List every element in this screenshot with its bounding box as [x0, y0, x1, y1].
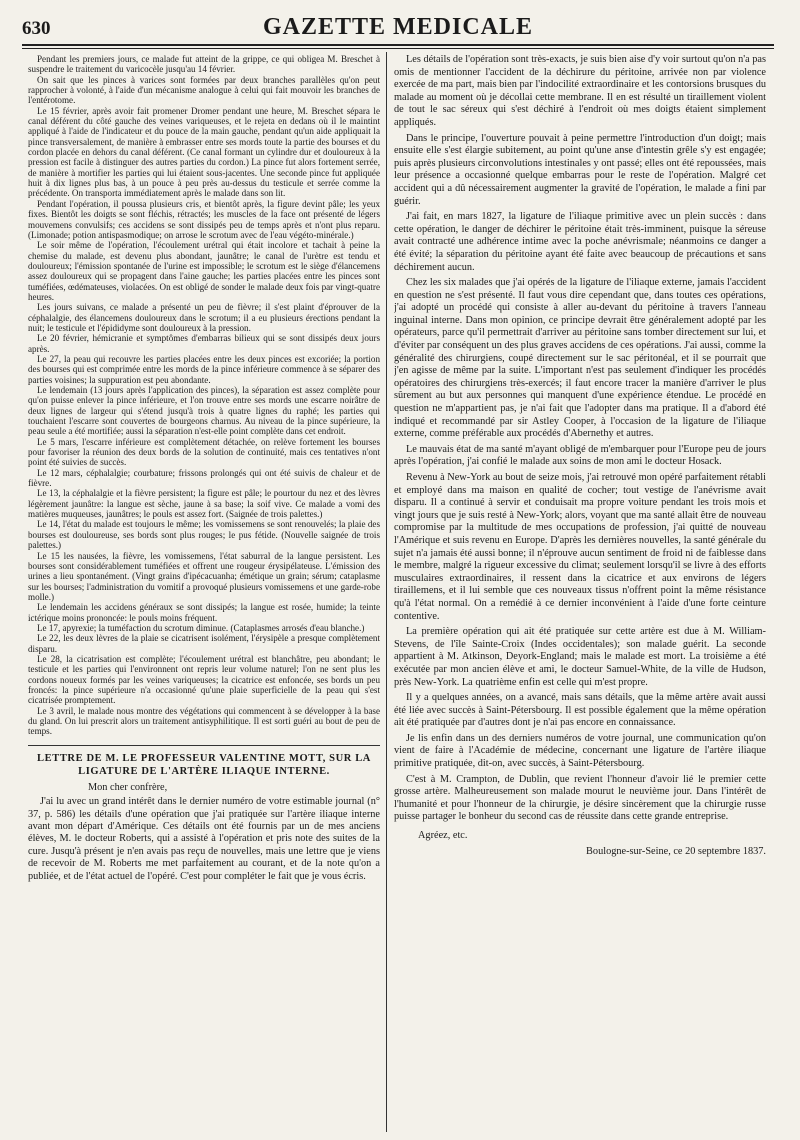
letter-greeting: Mon cher confrère, — [88, 781, 168, 793]
letter-paragraph: Revenu à New-York au bout de seize mois, j'ai retrouvé mon opéré parfaitement rétabli et employé dans ma maison en qualité de cocher; tout vestige de l'anévrisme avait disparu. Il a continué à servir et conduisait ma propre voiture pendant les trois mois et vingt jours que je suis resté à New-York; alors, voyant que ma santé allait être de nouveau compromise par la multitude de mes occupations de profession, j'ai quitté de nouveau l'Amérique et suis revenu en Europe. D'après les dernières nouvelles, la santé générale du sujet n'a jamais été aussi bonne; il n'éprouve aucun sentiment de froid ni de faiblesse dans le membre, malgré la rigueur excessive du climat; seulement lorsqu'il se livre à des efforts musculaires extraordinaires, il ressent dans la cicatrice et aux environs de légers tiraillemens, et il lui semble que ces nouveaux tissus n'offrent point la même résistance qu'à l'état normal. On a remédié à ce dernier inconvénient à l'aide d'une forte ceinture contentive. — [394, 472, 766, 622]
column-divider — [386, 52, 387, 1132]
letter-paragraph: Je lis enfin dans un des derniers numéros de votre journal, une communication qu'on vient de faire à l'Académie de médecine, concernant une ligature de l'artère iliaque primitive pratiquée, dit-on, avec succès, à Saint-Pétersbourg. — [394, 732, 766, 770]
body-paragraph: Le soir même de l'opération, l'écoulement urétral qui était incolore et tachait à peine la chemise du malade, est devenu plus abondant, jaunâtre; le canal de l'urètre est tendu et douloureux; l'émission spontanée de l'urine est impossible; le scrotum est le siège d'élancemens assez douloureux qui se propagent dans l'aine gauche; les parties placées entre les pinces sont tuméfiées, œdémateuses, violacées. On est obligé de sonder le malade deux fois par vingt-quatre heures. — [28, 240, 380, 302]
letter-title: LETTRE DE M. LE PROFESSEUR VALENTINE MOTT, SUR LA LIGATURE DE L'ARTÈRE ILIAQUE INTERNE. — [28, 745, 380, 778]
body-paragraph: Le 15 les nausées, la fièvre, les vomissemens, l'état saburral de la langue persistent. Les bourses sont considérablement tuméfiées et offrent une rougeur érysipélateuse. L'émission des urines a lieu spontanément. (Vingt grains d'ipécacuanha; émétique un grain; sérum; cataplasme sur les bourses; l'administration du vomitif a provoqué plusieurs vomissemens et une garde-robe molle.) — [28, 550, 380, 602]
letter-paragraph: La première opération qui ait été pratiquée sur cette artère est due à M. William-Stevens, de l'île Sainte-Croix (Indes occidentales); son malade guérit. La seconde appartient à M. Atkinson, Deyork-England; mais le malade est mort. La troisième a été exécutée par mon ancien élève et ami, le docteur Samuel-White, de la ville de Hudson, près New-York. La quatrième enfin est celle qui m'est propre. — [394, 626, 766, 688]
body-paragraph: Le lendemain (13 jours après l'application des pinces), la séparation est assez complète pour qu'on puisse enlever la pince inférieure, et l'on trouve entre ses mords une escarre noirâtre de deux lignes de largeur qui s'étend jusqu'à trois à quatre lignes du raphé; les parties qui touchaient l'escarre sont couvertes de bourgeons charnus. Au niveau de la pince supérieure, la peau seule a été mortifiée; aussi la séparation n'est-elle point complète dans cet endroit. — [28, 385, 380, 437]
letter-paragraph: Le mauvais état de ma santé m'ayant obligé de m'embarquer pour l'Europe peu de jours après l'opération, j'ai confié le malade aux soins de mon ami le docteur Hosack. — [394, 443, 766, 468]
body-paragraph: Le 5 mars, l'escarre inférieure est complètement détachée, on relève fortement les bourses pour favoriser la réunion des deux bords de la solution de continuité, mais ces tentatives n'ont point été suivies de succès. — [28, 436, 380, 468]
letter-paragraph: Les détails de l'opération sont très-exacts, je suis bien aise d'y voir surtout qu'on n'a pas omis de mentionner l'accident de la déchirure du péritoine, arrivée non par violence exercée de ma part, mais bien par l'indocilité extraordinaire et les contorsions brusques du malade au moment où je décollai cette membrane. Il en est résulté un tiraillement violent de tout le sac séreux qui s'est déchiré à l'endroit où mes doigts étaient simplement appliqués. — [394, 54, 766, 128]
body-paragraph: Le 12 mars, céphalalgie; courbature; frissons prolongés qui ont été suivis de chaleur et de fièvre. — [28, 467, 380, 489]
letter-paragraph: Chez les six malades que j'ai opérés de la ligature de l'iliaque externe, jamais l'accident en question ne s'est présenté. Il faut vous dire cependant que, dans toutes ces opérations, j'ai adopté un procédé qui consiste à aller au-devant du péritoine à travers l'anneau inguinal interne. Dans mon opinion, ce principe devrait être généralement adopté par les opérateurs, parce qu'il permettrait d'arriver au péritoine sans tomber directement sur lui, et d'éviter par conséquent un des plus graves accidens de ces opérations. J'ai aussi, comme la généralité des chirurgiens, coupé directement sur le sac péritonéal, et il se pourrait que j'en agisse de même par la suite. L'important n'est pas seulement d'indiquer les procédés opératoires des chirurgiens très-exercés; il faut encore tracer la manière d'arriver le plus sûrement au but aux personnes qui manquent d'une expérience étendue. Le procédé en question ne m'appartient pas, je n'ai fait que l'adopter dans ma pratique. Il a d'abord été indiqué et recommandé par sir Astley Cooper, à l'occasion de la ligature de l'iliaque externe, comme préférable aux procédés d'Abernethy et autres. — [394, 277, 766, 440]
body-paragraph: Les jours suivans, ce malade a présenté un peu de fièvre; il s'est plaint d'éprouver de la céphalalgie, des élancemens douloureux dans le scrotum; il a eu plusieurs érections pendant la nuit; le testicule et l'épididyme sont douloureux à la pression. — [28, 302, 380, 333]
body-paragraph: Le 14, l'état du malade est toujours le même; les vomissemens se sont renouvelés; la plaie des bourses est douloureuse, ses bords sont plus rouges; le pus fétide. (Nouvelle saignée de trois palettes.) — [28, 519, 380, 551]
body-paragraph: Le 27, la peau qui recouvre les parties placées entre les deux pinces est excoriée; la portion des bourses qui est comprimée entre les mords de la pince inférieure commence à se séparer des parties voisines; la suppuration est peu abondante. — [28, 353, 380, 385]
letter-section — [28, 745, 380, 883]
letter-paragraph: J'ai fait, en mars 1827, la ligature de l'iliaque primitive avec un plein succès : dans cette opération, le danger de déchirer le péritoine était très-imminent, puisque la séreuse avait contracté une adhérence intime avec la poche anévrismale; néanmoins ce danger a été évité; la séparation du péritoine ayant été faite avec beaucoup de précautions et sans déchirement aucun. — [394, 211, 766, 273]
body-paragraph: Le 3 avril, le malade nous montre des végétations qui commencent à se développer à la base du gland. On lui prescrit alors un traitement antisyphilitique. Il est sorti guéri au bout de peu de temps. — [28, 705, 380, 737]
journal-title: GAZETTE MEDICALE — [262, 14, 534, 40]
header-rule — [22, 44, 774, 46]
right-column — [394, 54, 766, 1130]
letter-dateline: Boulogne-sur-Seine, ce 20 septembre 1837. — [586, 845, 766, 857]
page-number: 630 — [22, 18, 51, 39]
letter-paragraph: Dans le principe, l'ouverture pouvait à peine permettre l'introduction d'un doigt; mais ensuite elle s'est élargie subitement, au point qu'une anse d'intestin grêle s'y est engagée; puis après plusieurs circonvolutions intestinales y ont passé; elles ont été repoussées, mais leur présence a occasionné quelque embarras pour le reste de l'opération. Malgré cet accident qui a dû nécessairement augmenter la gravité de l'opération, le malade a fini par guérir. — [394, 132, 766, 207]
page-header — [22, 10, 774, 42]
letter-signoff: Agréez, etc. — [418, 830, 468, 842]
body-paragraph: Le lendemain les accidens généraux se sont dissipés; la langue est rosée, humide; la teinte ictérique moins prononcée: le pouls moins fréquent. — [28, 602, 380, 623]
body-paragraph: Pendant l'opération, il poussa plusieurs cris, et bientôt après, la figure devint pâle; les yeux fixes. Bientôt les doigts se sont fléchis, rétractés; les muscles de la face ont présenté de légers mouvemens convulsifs; ces accidens se sont dissipés peu de temps après et n'ont plus reparu. (Limonade; potion antispasmodique; on arrose le scrotum avec de l'eau végéto-minérale.) — [28, 198, 380, 240]
body-paragraph: Le 22, les deux lèvres de la plaie se cicatrisent isolément, l'érysipèle a presque complètement disparu. — [28, 633, 380, 654]
body-paragraph: On sait que les pinces à varices sont formées par deux branches parallèles qu'on peut rapprocher à volonté, à l'aide d'un mécanisme analogue à celui qui fait mouvoir les branches de l'entérotome. — [28, 74, 380, 106]
body-paragraph: Le 13, la céphalalgie et la fièvre persistent; la figure est pâle; le pourtour du nez et des lèvres légèrement jaunâtre: la langue est sèche, jaune à sa base; la soif vive. Ce malade a vomi des matières muqueuses, jaunâtres; le pouls est assez fort. (Saignée de trois palettes.) — [28, 488, 380, 520]
body-paragraph: Le 15 février, après avoir fait promener Dromer pendant une heure, M. Breschet sépara le canal déférent du côté gauche des veines variqueuses, et le rejeta en dedans où il le maintint appliqué à l'aide de l'indicateur et du pouce de la main gauche, pendant qu'un aide appliquait la pince transversalement, de manière à embrasser entre ses mords toute la partie des bourses et du cordon placée en dehors du canal déférent. (Ce canal formant un cylindre dur et douloureux à la pression est facile à distinguer des autres parties du cordon.) La pince fut alors fortement serrée, de manière à mortifier les parties qui lui étaient sous-jacentes. Une seconde pince fut appliquée huit à dix lignes plus bas, à un pouce à peu près au-dessus du testicule et serrée comme la précédente. On transporta immédiatement après le malade dans son lit. — [28, 105, 380, 199]
letter-paragraph: Il y a quelques années, on a avancé, mais sans détails, que la même artère avait aussi été liée avec succès à Saint-Pétersbourg. Il est possible également que la même opération ait été pratiquée par d'autres dont je n'ai pas encore en connaissance. — [394, 692, 766, 729]
body-paragraph: Le 28, la cicatrisation est complète; l'écoulement urétral est blanchâtre, peu abondant; le testicule et les parties qui l'environnent ont repris leur volume naturel; l'on ne sent plus les cordons noueux formés par les veines variqueuses; la cicatrice est enfoncée, ses bords un peu froncés: la pince supérieure n'a occasionné qu'une plaie superficielle de la peau qui s'est cicatrisée promptement. — [28, 653, 380, 706]
letter-paragraph: C'est à M. Crampton, de Dublin, que revient l'honneur d'avoir lié le premier cette grosse artère. Malheureusement son malade mourut le neuvième jour. Dans l'intérêt de l'humanité et pour l'honneur de la chirurgie, je désire sincèrement que la chirurgie russe puisse partager le bonheur du second cas de réussite dans cette grande entreprise. — [394, 773, 766, 823]
letter-paragraph: J'ai lu avec un grand intérêt dans le dernier numéro de votre estimable journal (n° 37, p. 586) les détails d'une opération que j'ai pratiquée sur l'artère iliaque interne avant mon départ d'Amérique. Ces détails ont été fournis par un de mes anciens élèves, M. le docteur Roberts, qui a assisté à l'opération et pris note des suites de la cure. Jusqu'à présent je n'en avais pas reçu de nouvelles, mais une lettre que je viens de recevoir de M. Roberts me met parfaitement au courant, et de la note qu'on a publiée, et de l'état actuel de l'opéré. C'est pour compléter le fait que je vous écris. — [28, 796, 380, 882]
body-paragraph: Le 20 février, hémicranie et symptômes d'embarras bilieux qui se sont dissipés deux jours après. — [28, 333, 380, 354]
body-paragraph: Pendant les premiers jours, ce malade fut atteint de la grippe, ce qui obligea M. Breschet à suspendre le traitement du varicocèle jusqu'au 14 février. — [28, 54, 380, 75]
body-paragraph: Le 17, apyrexie; la tuméfaction du scrotum diminue. (Cataplasmes arrosés d'eau blanche.) — [37, 622, 365, 633]
left-column — [28, 54, 380, 1130]
header-rule-thin — [22, 48, 774, 49]
